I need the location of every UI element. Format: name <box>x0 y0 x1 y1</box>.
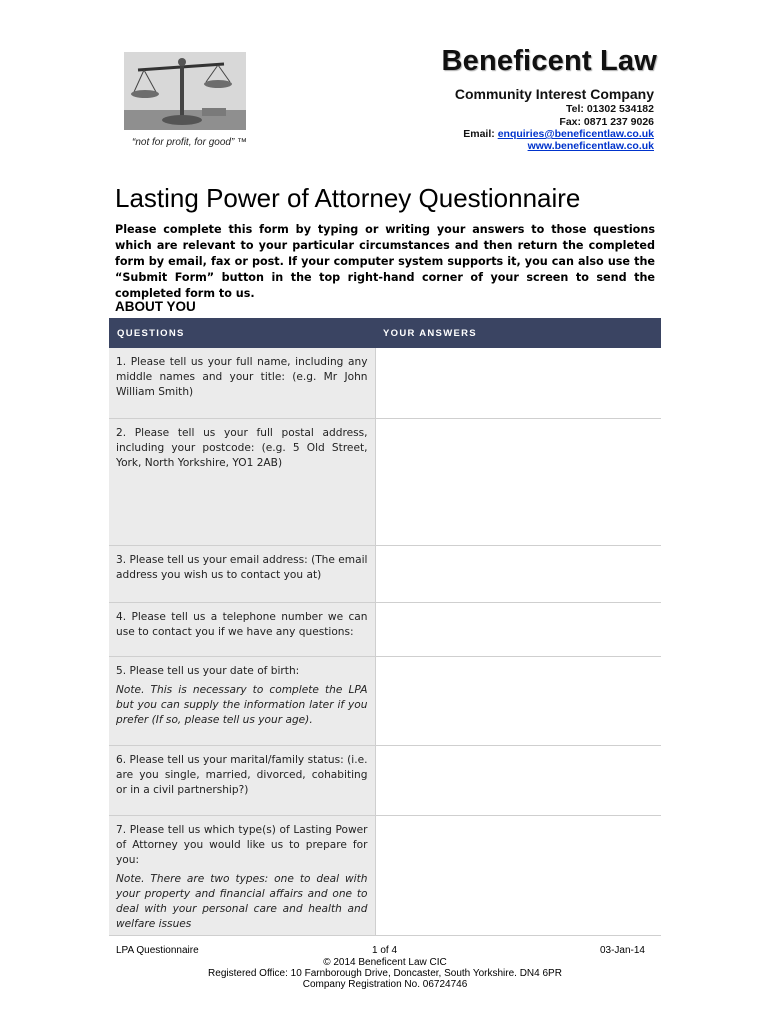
table-row <box>109 656 661 745</box>
logo-image <box>124 52 246 130</box>
question-text: 2. Please tell us your full postal address, including your postcode: (e.g. 5 Old Street, York, North Yorkshire, YO1 2AB) <box>116 426 368 469</box>
question-text: 6. Please tell us your marital/family status: (i.e. are you single, married, divorced, cohabiting or in a civil partnership?) <box>116 753 368 796</box>
note-text: Note. There are two types: one to deal with your property and financial affairs and one to deal with your personal care and health and welfare issues <box>116 872 368 930</box>
questions-column-header: QUESTIONS <box>109 318 375 348</box>
footer-date: 03-Jan-14 <box>599 945 645 956</box>
answer-field[interactable] <box>375 602 661 656</box>
answer-field[interactable] <box>375 348 661 418</box>
question-cell <box>109 602 375 656</box>
question-cell <box>109 545 375 602</box>
question-text: 3. Please tell us your email address: (The email address you wish us to contact you at) <box>116 553 368 581</box>
table-row <box>109 602 661 656</box>
email-label: Email: <box>463 128 498 140</box>
table-row <box>109 418 661 545</box>
question-cell <box>109 348 375 418</box>
table-row <box>109 815 661 935</box>
tagline: “not for profit, for good” ™ <box>132 137 248 148</box>
question-text: 7. Please tell us which type(s) of Lasting Power of Attorney you would like us to prepare for you: <box>116 823 368 866</box>
note-text: Note. This is necessary to complete the LPA but you can supply the information later if you prefer (If so, please tell us your age). <box>116 683 368 726</box>
answer-field[interactable] <box>375 815 661 935</box>
answer-field[interactable] <box>375 656 661 745</box>
question-note <box>116 872 368 932</box>
question-cell <box>109 745 375 815</box>
footer-registered-office: Registered Office: 10 Farnborough Drive, Doncaster, South Yorkshire. DN4 6PR <box>208 968 562 979</box>
website-link[interactable]: www.beneficentlaw.co.uk <box>527 140 654 152</box>
question-text: 5. Please tell us your date of birth: <box>116 664 300 677</box>
question-cell <box>109 815 375 935</box>
table-row <box>109 745 661 815</box>
contact-fax: Fax: 0871 237 9026 <box>559 116 654 128</box>
question-text: 4. Please tell us a telephone number we can use to contact you if we have any questions: <box>116 610 368 638</box>
answer-field[interactable] <box>375 418 661 545</box>
question-text: 1. Please tell us your full name, including any middle names and your title: (e.g. Mr John William Smith) <box>116 356 368 398</box>
answer-field[interactable] <box>375 745 661 815</box>
contact-email <box>463 128 654 140</box>
footer-copyright: © 2014 Beneficent Law CIC <box>323 957 447 968</box>
brand-subtitle: Community Interest Company <box>454 86 654 102</box>
table-row <box>109 545 661 602</box>
email-link[interactable]: enquiries@beneficentlaw.co.uk <box>497 128 654 140</box>
answers-column-header: YOUR ANSWERS <box>375 318 661 348</box>
question-cell <box>109 656 375 745</box>
answer-field[interactable] <box>375 545 661 602</box>
questionnaire-table <box>109 318 661 936</box>
table-header-row <box>109 318 661 348</box>
footer-document-name: LPA Questionnaire <box>116 945 199 956</box>
section-heading: ABOUT YOU <box>115 299 196 314</box>
intro-paragraph: Please complete this form by typing or writing your answers to those questions which are relevant to your particular circumstances and then return the completed form by email, fax or post. If your computer system supports it, you can also use the “Submit Form” button in the top right-hand corner of your screen to send the completed form to us. <box>115 223 655 300</box>
footer-company-number: Company Registration No. 06724746 <box>302 979 468 990</box>
brand-name: Beneficent Law <box>441 45 657 77</box>
contact-telephone: Tel: 01302 534182 <box>566 103 654 115</box>
contact-website <box>528 140 654 152</box>
question-cell <box>109 418 375 545</box>
question-note <box>116 683 368 728</box>
table-row <box>109 348 661 418</box>
footer-page-number: 1 of 4 <box>372 945 398 956</box>
scales-of-justice-icon <box>124 52 246 130</box>
document-title: Lasting Power of Attorney Questionnaire <box>115 183 581 213</box>
